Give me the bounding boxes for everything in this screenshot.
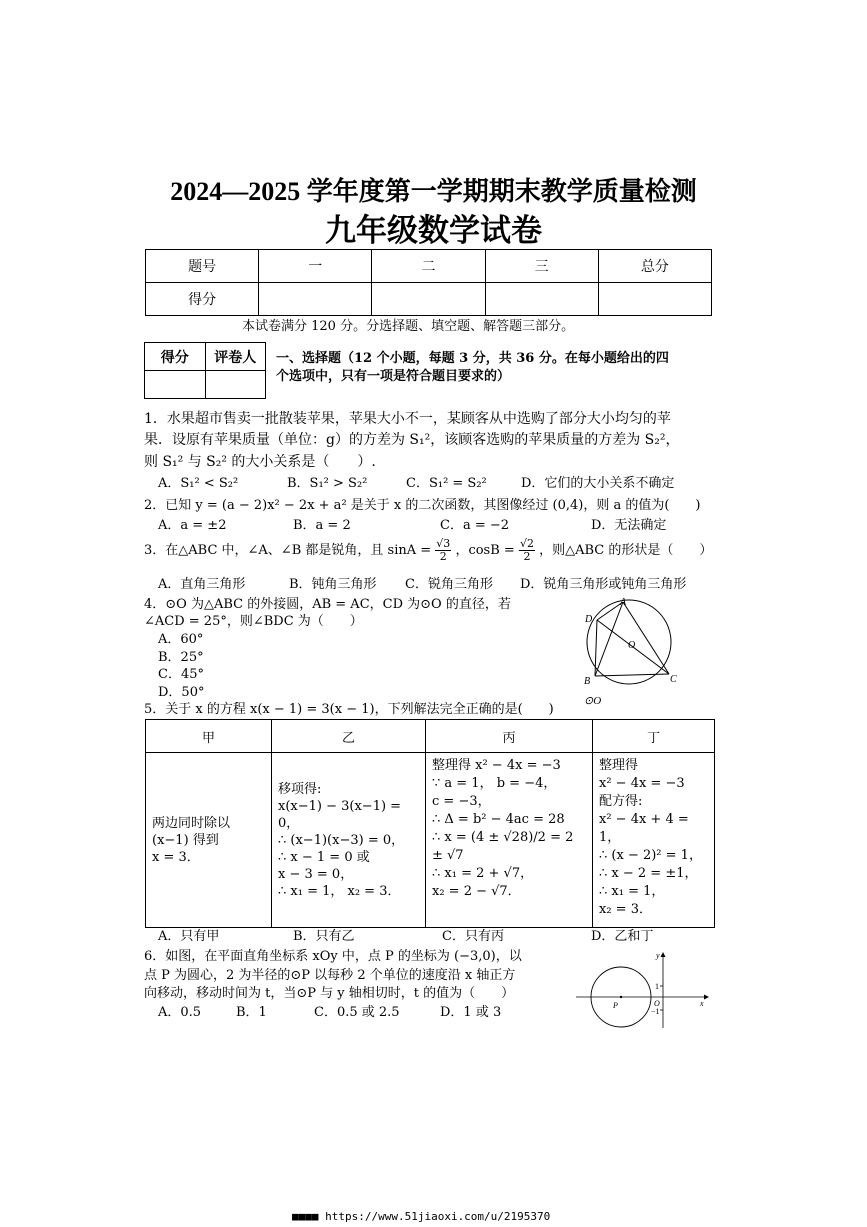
exam-title-line1: 2024—2025 学年度第一学期期末教学质量检测 (170, 177, 697, 206)
q4-figure-caption: ⊙O (584, 695, 602, 707)
q2-option-b[interactable]: B．a = 2 (293, 518, 351, 533)
q4-option-b[interactable]: B．25° (158, 650, 204, 665)
q5-yi-line: ∴ x − 1 = 0 或 (278, 849, 370, 865)
q5-bing-line: c = −3， (432, 794, 491, 809)
q5-ding-line: ∴ x₁ = 1， (599, 884, 665, 899)
q4-segment-bc (595, 674, 669, 676)
q5-line1: 5．关于 x 的方程 x(x − 1) = 3(x − 1)，下列解法完全正确的是( ) (144, 702, 554, 717)
q4-line2: ∠ACD = 25°，则∠BDC 为（ ） (144, 614, 363, 629)
q3-fraction-cos (519, 538, 535, 563)
q5-ding-line: ∴ (x − 2)² = 1， (599, 848, 702, 863)
q5-header-jia: 甲 (146, 720, 272, 753)
q4-label-d: D (585, 614, 593, 625)
q3-text-part3: ，则△ABC 的形状是（ ） (539, 543, 713, 558)
section1-heading-line2: 个选项中，只有一项是符合题目要求的） (276, 369, 511, 384)
q5-bing-line: ∵ a = 1， b = −4， (432, 776, 557, 791)
q3-text-part2: ，cosB = (455, 543, 515, 558)
score-header-cell: 题号 (146, 250, 259, 283)
q2-option-c[interactable]: C．a = −2 (440, 518, 510, 533)
q5-cell-ding (593, 753, 715, 928)
grader-box (144, 342, 266, 399)
q6-coordinate-figure (574, 948, 714, 1030)
q3-frac2-den: 2 (523, 550, 531, 563)
q5-yi-line: 移项得: (278, 781, 322, 797)
q6-label-x: x (700, 999, 704, 1008)
q6-label-p: P (613, 1001, 618, 1010)
q5-ding-line: ∴ x − 2 = ±1， (599, 866, 698, 881)
q6-option-a[interactable]: A．0.5 (158, 1005, 202, 1020)
q6-x-axis-arrow (704, 995, 709, 1000)
q2-option-d[interactable]: D．无法确定 (591, 518, 667, 533)
grader-name-blank[interactable] (205, 371, 266, 399)
q4-option-d[interactable]: D．50° (158, 685, 205, 700)
q3-frac1-num: √3 (436, 537, 451, 550)
q1-option-a[interactable]: A．S₁² < S₂² (158, 476, 239, 491)
q3-option-c[interactable]: C．锐角三角形 (405, 577, 493, 592)
q1-line3: 则 S₁² 与 S₂² 的大小关系是（ ）. (144, 454, 376, 470)
q6-option-c[interactable]: C．0.5 或 2.5 (314, 1005, 400, 1020)
q5-ding-line: 配方得: (599, 794, 643, 809)
q4-option-a[interactable]: A．60° (158, 632, 204, 647)
q3-frac2-num: √2 (519, 537, 534, 550)
q1-option-b[interactable]: B．S₁² > S₂² (287, 476, 368, 491)
q4-label-c: C (670, 674, 677, 685)
q1-option-c[interactable]: C．S₁² = S₂² (406, 476, 487, 491)
score-blank-cell[interactable] (259, 283, 372, 316)
q3-frac1-den: 2 (439, 550, 447, 563)
q4-circle-figure (578, 594, 690, 710)
q5-bing-line: x₂ = 2 − √7． (432, 884, 521, 899)
q5-methods-table (145, 719, 715, 928)
score-table (145, 249, 712, 316)
q2-line1: 2．已知 y = (a − 2)x² − 2x + a² 是关于 x 的二次函数，其图像经过 (0,4)，则 a 的值为( ) (144, 498, 701, 513)
exam-title-line2: 九年级数学试卷 (325, 213, 542, 249)
q6-line1: 6．如图，在平面直角坐标系 xOy 中，点 P 的坐标为 (−3,0)，以 (144, 949, 522, 964)
q5-cell-jia-content (146, 811, 271, 870)
q4-label-b: B (584, 676, 591, 687)
q4-line1: 4．⊙O 为△ABC 的外接圆，AB = AC，CD 为⊙O 的直径，若 (144, 597, 511, 612)
grader-name-label: 评卷人 (205, 343, 266, 371)
q6-label-y: y (656, 951, 660, 960)
q5-jia-line: x = 3． (152, 849, 200, 865)
score-blank-cell[interactable] (372, 283, 485, 316)
q5-yi-line: x(x−1) − 3(x−1) = 0， (278, 798, 402, 831)
q5-yi-line: x − 3 = 0， (278, 866, 354, 882)
q4-option-c[interactable]: C．45° (158, 667, 204, 682)
q5-header-bing: 丙 (426, 720, 593, 753)
q5-cell-yi (272, 753, 426, 928)
q3-option-d[interactable]: D．锐角三角形或钝角三角形 (520, 577, 687, 592)
q6-y-axis-arrow (661, 952, 666, 957)
q5-jia-line: 两边同时除以 (152, 815, 231, 831)
q4-label-a: A (620, 597, 627, 608)
q3-line1 (144, 538, 712, 563)
q5-ding-line: x² − 4x = −3 (599, 776, 685, 791)
grader-score-label: 得分 (145, 343, 206, 371)
q5-ding-line: x² − 4x + 4 = 1， (599, 812, 689, 845)
q5-header-ding: 丁 (593, 720, 715, 753)
q6-line2: 点 P 为圆心，2 为半径的⊙P 以每秒 2 个单位的速度沿 x 轴正方 (144, 968, 516, 983)
q5-header-yi: 乙 (272, 720, 426, 753)
q5-ding-line: x₂ = 3． (599, 902, 652, 917)
q5-option-d[interactable]: D．乙和丁 (591, 929, 654, 944)
q3-option-b[interactable]: B．钝角三角形 (289, 577, 377, 592)
q4-segment-ac (623, 602, 669, 674)
q4-label-o: O (628, 640, 636, 651)
q6-label-minus1: −1 (651, 1007, 660, 1016)
q6-option-d[interactable]: D．1 或 3 (440, 1005, 502, 1020)
q3-fraction-sin (435, 538, 451, 563)
q3-option-a[interactable]: A．直角三角形 (158, 577, 246, 592)
q5-cell-bing (426, 753, 593, 928)
q5-cell-yi-content (272, 777, 425, 904)
q5-ding-line: 整理得 (599, 758, 639, 773)
q5-jia-line: (x−1) 得到 (152, 832, 219, 848)
q5-bing-line: ∴ Δ = b² − 4ac = 28 (432, 812, 565, 827)
score-header-cell: 三 (485, 250, 598, 283)
q5-option-a[interactable]: A．只有甲 (158, 929, 220, 944)
score-header-cell: 一 (259, 250, 372, 283)
q6-line3: 向移动，移动时间为 t，当⊙P 与 y 轴相切时，t 的值为（ ） (144, 986, 515, 1001)
q6-label-1: 1 (655, 982, 659, 991)
score-row-label: 得分 (146, 283, 259, 316)
q5-cell-jia (146, 753, 272, 928)
q1-option-d[interactable]: D．它们的大小关系不确定 (521, 476, 675, 491)
score-blank-cell[interactable] (485, 283, 598, 316)
q5-bing-line: 整理得 x² − 4x = −3 (432, 758, 561, 773)
q5-bing-line: ∴ x₁ = 2 + √7， (432, 866, 534, 881)
score-header-cell: 总分 (598, 250, 711, 283)
q5-bing-line: ∴ x = (4 ± √28)/2 = 2 ± √7 (432, 830, 574, 863)
grader-score-blank[interactable] (145, 371, 206, 399)
section1-heading-line1: 一、选择题（12 个小题，每题 3 分，共 36 分。在每小题给出的四 (276, 351, 669, 366)
q6-option-b[interactable]: B．1 (236, 1005, 267, 1020)
q5-yi-line: ∴ x₁ = 1， x₂ = 3． (278, 883, 401, 899)
q5-option-b[interactable]: B．只有乙 (293, 929, 355, 944)
q1-line2: 果．设原有苹果质量（单位：g）的方差为 S₁²，该顾客选购的苹果质量的方差为 S₂²， (144, 432, 680, 448)
q3-text-part1: 3．在△ABC 中，∠A、∠B 都是锐角，且 sinA = (144, 543, 432, 558)
q5-yi-line: ∴ (x−1)(x−3) = 0， (278, 832, 405, 848)
q6-label-o: O (654, 999, 660, 1008)
q5-option-c[interactable]: C．只有丙 (442, 929, 504, 944)
exam-intro: 本试卷满分 120 分。分选择题、填空题、解答题三部分。 (242, 319, 575, 334)
q1-line1: 1．水果超市售卖一批散装苹果，苹果大小不一，某顾客从中选购了部分大小均匀的苹 (144, 411, 671, 427)
footer-watermark: ■■■■ https://www.51jiaoxi.com/u/2195370 (292, 1210, 551, 1223)
q6-center-p (620, 996, 622, 998)
score-header-cell: 二 (372, 250, 485, 283)
score-blank-cell[interactable] (598, 283, 711, 316)
q5-cell-ding-content (593, 753, 714, 923)
q2-option-a[interactable]: A．a = ±2 (158, 518, 227, 533)
q5-cell-bing-content (426, 753, 592, 905)
